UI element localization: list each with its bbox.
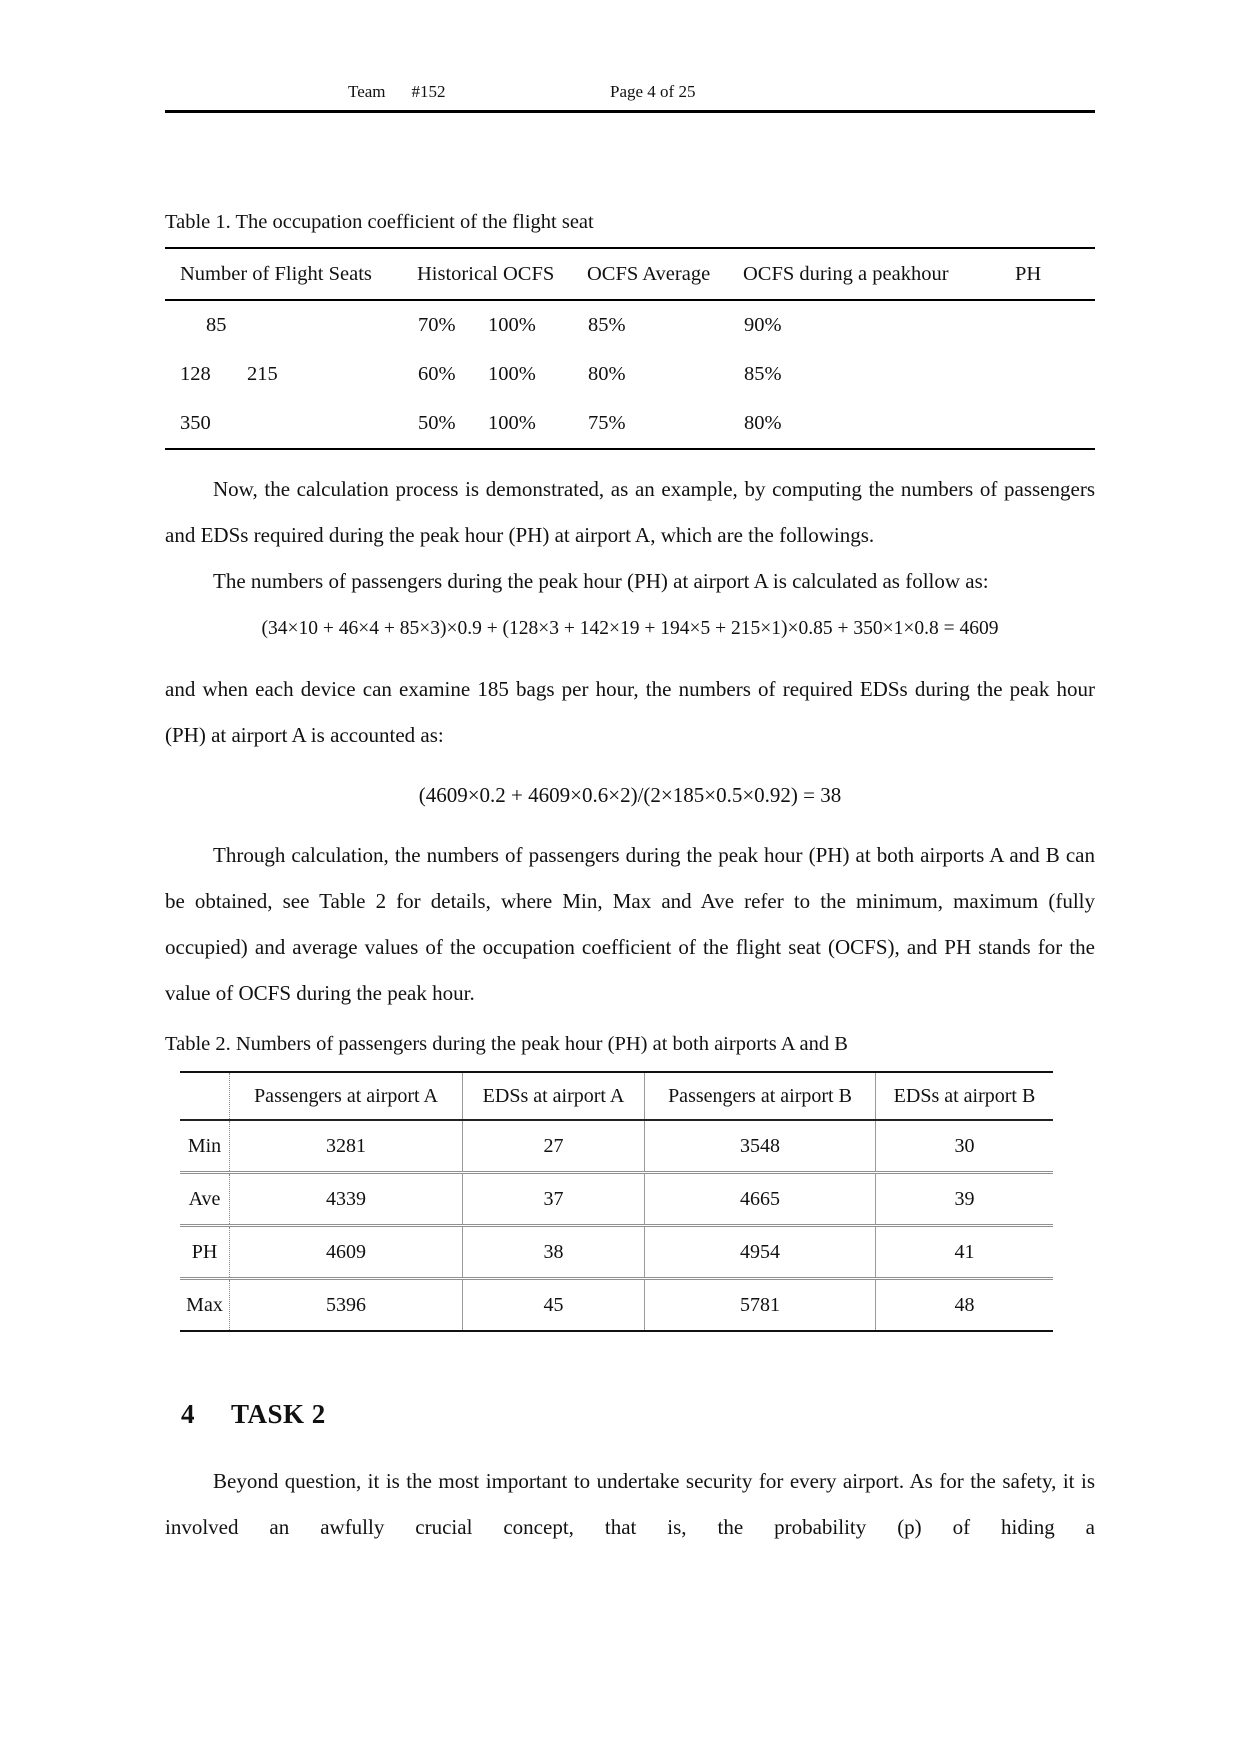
table2-header-pass-a: Passengers at airport A [229, 1073, 462, 1119]
paragraph-through-calculation: Through calculation, the numbers of passengers during the peak hour (PH) at both airports A and B can be obtained, see Table 2 for details, where Min, Max and Ave refer to the minimum, maximum (fully occupied) and average values of the occupation coefficient of the flight seat (OCFS), and PH stands for the value of OCFS during the peak hour. [165, 843, 1095, 1005]
table2-cell-eds-a: 37 [462, 1174, 644, 1224]
table2-cell-eds-b: 39 [875, 1174, 1053, 1224]
table1-cell-full: 100% [488, 363, 536, 385]
table1-header-average: OCFS Average [587, 263, 711, 285]
table-row [165, 350, 1095, 399]
table1-cell-seats1: 128 [180, 363, 211, 385]
table1 [165, 247, 1095, 450]
table1-cell-seats2: 215 [247, 363, 278, 385]
table1-cell-historical: 60% [418, 363, 456, 385]
page-number-label: Page 4 of 25 [610, 82, 696, 101]
table1-header-historical: Historical OCFS [417, 263, 555, 285]
table2-row-label: Max [186, 1293, 223, 1316]
table1-header-row [165, 249, 1095, 301]
table2-header-row [180, 1073, 1053, 1121]
section-heading-task2 [165, 1396, 1095, 1432]
table1-cell-peak: 80% [744, 412, 782, 434]
table1-header-ph: PH [1015, 263, 1042, 285]
table2-row-label: PH [191, 1240, 218, 1263]
table2-caption: Table 2. Numbers of passengers during the peak hour (PH) at both airports A and B [165, 1033, 848, 1055]
team-word: Team [348, 82, 386, 101]
table1-cell-peak: 85% [744, 363, 782, 385]
table2-cell-pass-b: 4954 [644, 1227, 875, 1277]
table2-cell-eds-a: 45 [462, 1280, 644, 1330]
table2-header-blank [180, 1073, 229, 1119]
table-row [180, 1280, 1053, 1330]
table-row [180, 1121, 1053, 1174]
formula-eds: (4609×0.2 + 4609×0.6×2)/(2×185×0.5×0.92) = 38 [418, 783, 842, 807]
table2-cell-eds-a: 38 [462, 1227, 644, 1277]
table1-cell-peak: 90% [744, 314, 782, 336]
table1-header-peakhour: OCFS during a peakhour [743, 263, 949, 285]
table1-cell-full: 100% [488, 314, 536, 336]
team-label [348, 82, 446, 102]
team-number: #152 [411, 82, 446, 101]
table1-cell-average: 85% [588, 314, 626, 336]
table1-cell-average: 75% [588, 412, 626, 434]
table2-row-label: Min [187, 1134, 222, 1157]
paragraph-passengers-calc: The numbers of passengers during the peak hour (PH) at airport A is calculated as follow as: [213, 569, 989, 593]
table2-header-eds-a: EDSs at airport A [462, 1073, 644, 1119]
table1-cell-seats1: 85 [206, 314, 227, 336]
table2-cell-pass-a: 5396 [229, 1280, 462, 1330]
table1-cell-seats1: 350 [180, 412, 211, 434]
table2-cell-eds-b: 41 [875, 1227, 1053, 1277]
table-row [165, 399, 1095, 448]
section-number: 4 [181, 1399, 195, 1429]
paragraph-eds-calc: and when each device can examine 185 bags per hour, the numbers of required EDSs during the peak hour (PH) at airport A is accounted as: [165, 677, 1095, 747]
table2-cell-pass-b: 4665 [644, 1174, 875, 1224]
formula-passengers: (34×10 + 46×4 + 85×3)×0.9 + (128×3 + 142×19 + 194×5 + 215×1)×0.85 + 350×1×0.8 = 4609 [261, 618, 999, 639]
page-header [165, 80, 1095, 113]
table2-cell-eds-b: 30 [875, 1121, 1053, 1171]
table2-row-label: Ave [188, 1187, 221, 1210]
table2-header-pass-b: Passengers at airport B [644, 1073, 875, 1119]
table-row [180, 1227, 1053, 1280]
table2-cell-pass-a: 4609 [229, 1227, 462, 1277]
paragraph-calculation-intro: Now, the calculation process is demonstrated, as an example, by computing the numbers of passengers and EDSs required during the peak hour (PH) at airport A, which are the followings. [165, 477, 1095, 547]
table1-cell-average: 80% [588, 363, 626, 385]
table2-cell-pass-b: 5781 [644, 1280, 875, 1330]
table1-header-seats: Number of Flight Seats [180, 263, 372, 285]
table2-cell-pass-b: 3548 [644, 1121, 875, 1171]
table1-caption: Table 1. The occupation coefficient of the flight seat [165, 211, 594, 233]
table2-cell-eds-b: 48 [875, 1280, 1053, 1330]
table1-cell-historical: 50% [418, 412, 456, 434]
content-column [165, 80, 1095, 1550]
paragraph-task2-intro: Beyond question, it is the most important to undertake security for every airport. As for the safety, it is involved an awfully crucial concept, that is, the probability (p) of hiding a [165, 1469, 1095, 1539]
table-row [180, 1174, 1053, 1227]
table1-cell-full: 100% [488, 412, 536, 434]
table2-cell-eds-a: 27 [462, 1121, 644, 1171]
table-row [165, 301, 1095, 350]
section-title: TASK 2 [231, 1399, 326, 1429]
table2 [180, 1071, 1053, 1332]
table2-header-eds-b: EDSs at airport B [875, 1073, 1053, 1119]
table2-cell-pass-a: 3281 [229, 1121, 462, 1171]
table2-cell-pass-a: 4339 [229, 1174, 462, 1224]
table1-cell-historical: 70% [418, 314, 456, 336]
